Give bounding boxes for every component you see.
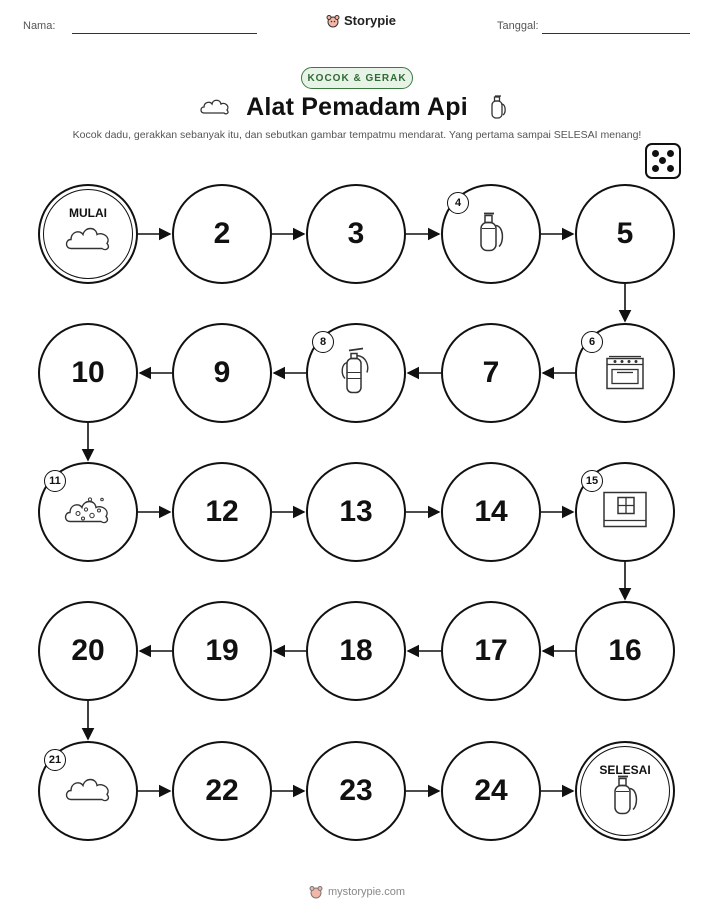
board-space: [172, 184, 272, 284]
board-space: [38, 323, 138, 423]
board-space: [172, 323, 272, 423]
page-title: Alat Pemadam Api: [246, 93, 468, 121]
board-space: [441, 741, 541, 841]
space-number: 13: [339, 495, 373, 528]
extinguisher-icon: [473, 209, 509, 260]
space-number-badge: 15: [581, 470, 603, 492]
space-number-badge: 21: [44, 749, 66, 771]
name-label: Nama:: [23, 20, 56, 32]
date-label: Tanggal:: [497, 20, 539, 32]
fire-extinguisher-icon: [337, 345, 375, 402]
smoke-cloud-icon: [63, 220, 113, 259]
board-space: [575, 601, 675, 701]
board-space: [172, 462, 272, 562]
window-icon: [600, 489, 650, 536]
start-label: MULAI: [69, 206, 107, 220]
board-space: [306, 462, 406, 562]
stove-icon: [603, 351, 647, 396]
smoke-cloud-icon: [63, 772, 113, 811]
board-space: [172, 601, 272, 701]
space-number: 9: [213, 356, 231, 389]
board-space: [306, 741, 406, 841]
space-number: 18: [339, 634, 373, 667]
space-number: 22: [205, 774, 239, 807]
space-number: 24: [474, 774, 508, 807]
category-badge: KOCOK & GERAK: [301, 67, 413, 89]
space-number: 5: [616, 217, 634, 250]
space-number: 17: [474, 634, 508, 667]
board-space: [306, 323, 406, 423]
space-number: 12: [205, 495, 239, 528]
instructions: Kocok dadu, gerakkan sebanyak itu, dan sebutkan gambar tempatmu mendarat. Yang pertama sampai SELESAI menang!: [72, 129, 642, 141]
board-space: [575, 184, 675, 284]
space-number: 19: [205, 634, 239, 667]
extinguisher-icon: [607, 771, 643, 822]
space-number: 2: [213, 217, 231, 250]
board-space: [306, 601, 406, 701]
board-space: [306, 184, 406, 284]
board-space: [441, 323, 541, 423]
board-space: [575, 323, 675, 423]
space-number: 14: [474, 495, 508, 528]
footer: [0, 885, 714, 899]
space-number: 16: [608, 634, 642, 667]
board-space: [172, 741, 272, 841]
space-number-badge: 8: [312, 331, 334, 353]
space-number: 7: [482, 356, 500, 389]
space-number: 3: [347, 217, 365, 250]
finish-label: SELESAI: [599, 763, 651, 777]
board-space: [441, 184, 541, 284]
board-space: [38, 601, 138, 701]
space-number-badge: 6: [581, 331, 603, 353]
brand-name: Storypie: [344, 13, 397, 28]
footer-url: mystorypie.com: [327, 886, 406, 898]
board-space: [441, 601, 541, 701]
board-space: [38, 462, 138, 562]
board-space: [38, 741, 138, 841]
storypie-mascot-icon: [309, 885, 323, 899]
space-number: 20: [71, 634, 105, 667]
board-space: [575, 462, 675, 562]
start-space: [38, 184, 138, 284]
space-number: 10: [71, 356, 105, 389]
space-number-badge: 4: [447, 192, 469, 214]
foam-cloud-icon: [62, 492, 114, 533]
space-number: 23: [339, 774, 373, 807]
space-number-badge: 11: [44, 470, 66, 492]
board-space: [441, 462, 541, 562]
finish-space: [575, 741, 675, 841]
